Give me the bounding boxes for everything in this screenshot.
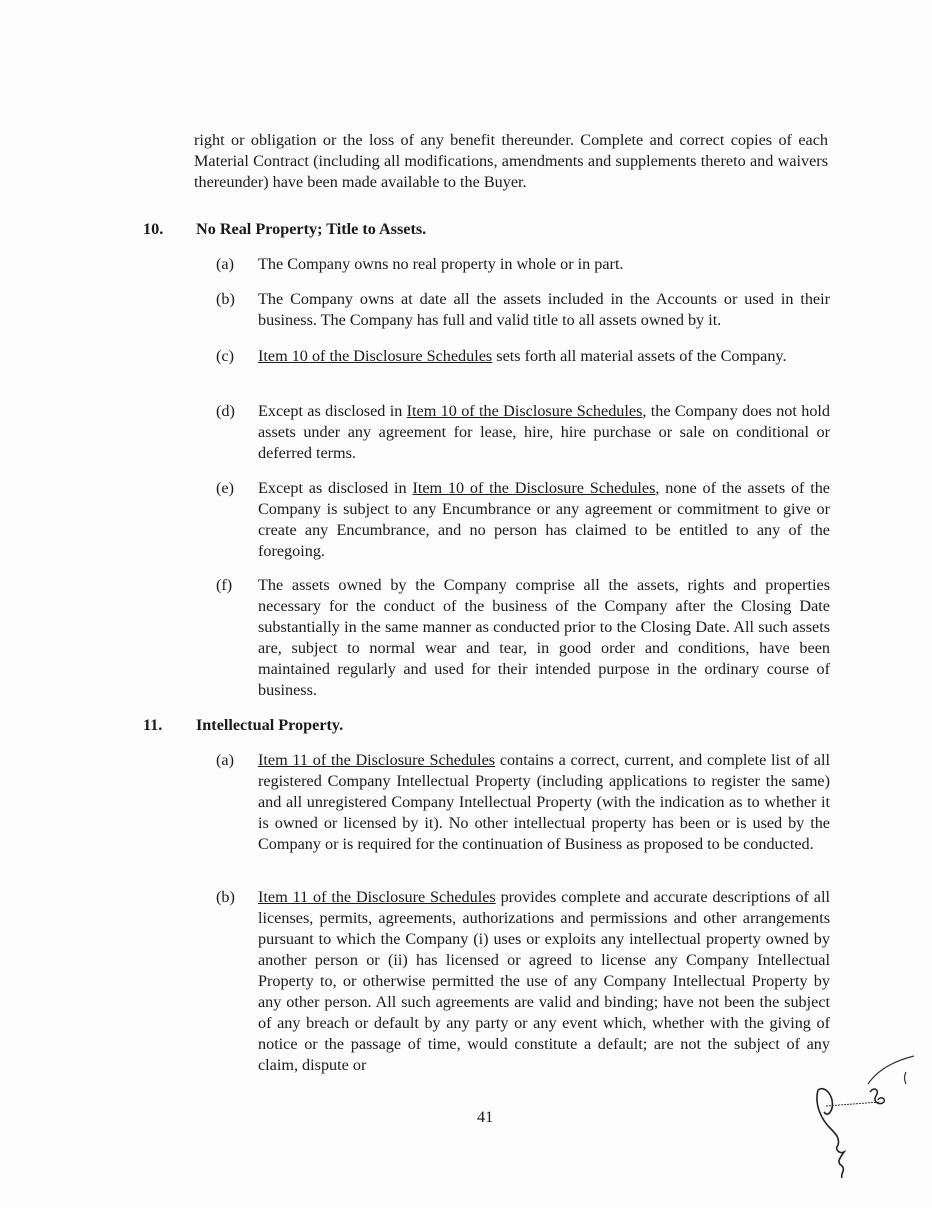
item-label: (c) [216,347,234,365]
item-text: The Company owns no real property in whole or in part. [258,255,624,273]
disclosure-schedule-link[interactable]: Item 10 of the Disclosure Schedules [258,347,493,365]
section-10-item-f [216,575,830,701]
section-11-item-b [216,887,830,1076]
item-text: The assets owned by the Company comprise all the assets, rights and properties necessary for the conduct of the business of the Company after the Closing Date substantially in the same manner as conducted prior to the Closing Date. All such assets are, subject to normal wear and tear, in good order and conditions, have been maintained regularly and used for their intended purpose in the ordinary course of business. [258,576,830,699]
item-label: (a) [216,255,234,273]
item-pre-text: Except as disclosed in [258,479,413,497]
section-11-number: 11. [143,716,163,734]
section-10-item-e [216,478,830,562]
disclosure-schedule-link[interactable]: Item 10 of the Disclosure Schedules [412,479,656,497]
signature-initials-icon [810,1050,920,1180]
page-number: 41 [477,1108,494,1126]
item-text: , the Company does not hold assets under any agreement for lease, hire, hire purchase or sale on conditional or deferred terms. [258,402,831,462]
section-11-title: Intellectual Property. [196,716,344,734]
item-label: (b) [216,888,235,906]
section-10-item-b [216,289,830,331]
item-label: (e) [216,479,234,497]
disclosure-schedule-link[interactable]: Item 11 of the Disclosure Schedules [258,751,496,769]
section-10-title: No Real Property; Title to Assets. [196,220,427,238]
section-11-item-a [216,750,830,855]
item-label: (d) [216,402,235,420]
item-pre-text: Except as disclosed in [258,402,407,420]
disclosure-schedule-link[interactable]: Item 11 of the Disclosure Schedules [258,888,496,906]
section-10-number: 10. [143,220,164,238]
section-10-item-a [216,254,830,275]
item-text: provides complete and accurate descriptions of all licenses, permits, agreements, authorizations and permissions and other arrangements pursuant to which the Company (i) uses or exploits any intellectual property owned by another person or (ii) has licensed or agreed to license any Company Intellectual Property to, or otherwise permitted the use of any Company Intellectual Property by any other person. All such agreements are valid and binding; have not been the subject of any breach or default by any party or any event which, whether with the giving of notice or the passage of time, would constitute a default; are not the subject of any claim, dispute or [258,888,830,1074]
item-text: contains a correct, current, and complete list of all registered Company Intellectual Property (including applications to register the same) and all unregistered Company Intellectual Property (with the indication as to whether it is owned or licensed by it). No other intellectual property has been or is used by the Company or is required for the continuation of Business as proposed to be conducted. [258,751,830,853]
section-10-item-c [216,346,830,367]
section-10-item-d [216,401,830,464]
intro-paragraph: right or obligation or the loss of any benefit thereunder. Complete and correct copies of each Material Contract (including all modifications, amendments and supplements thereto and waivers thereunder) have been made available to the Buyer. [194,131,828,191]
item-label: (a) [216,751,234,769]
item-label: (b) [216,290,235,308]
item-text: sets forth all material assets of the Company. [492,347,787,365]
item-text: , none of the assets of the Company is subject to any Encumbrance or any agreement or commitment to give or create any Encumbrance, and no person has claimed to be entitled to any of the foregoing. [258,479,830,560]
item-text: The Company owns at date all the assets included in the Accounts or used in their business. The Company has full and valid title to all assets owned by it. [258,290,830,329]
disclosure-schedule-link[interactable]: Item 10 of the Disclosure Schedules [406,402,643,420]
item-label: (f) [216,576,233,594]
